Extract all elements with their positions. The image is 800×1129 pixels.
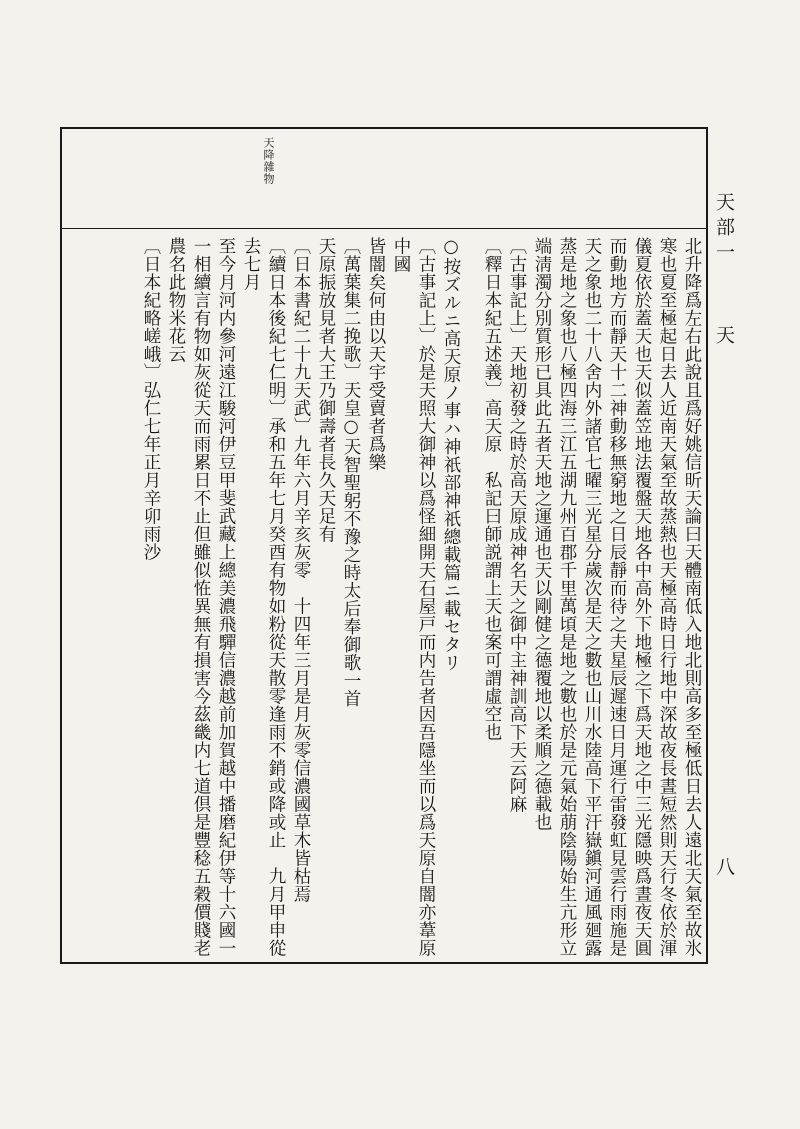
text-column: 農名此物米花云: [166, 237, 186, 363]
text-column: 北升降爲左右此說且爲好姚信昕天論曰天體南低入地北則高多至極低日去人遠北天氣至故氷: [682, 237, 702, 957]
text-column: 〔續日本後紀七仁明〕承和五年七月癸酉有物如粉從天散零逢雨不銷或降或止 九月甲申從去七月: [241, 237, 286, 957]
text-column: 〔日本紀略嵯峨〕弘仁七年正月辛卯雨沙: [141, 237, 161, 561]
text-column: 〔釋日本紀五述義〕高天原 私記曰師説謂上天也案可謂虛空也: [482, 237, 502, 741]
section-title: 天部一: [713, 192, 735, 267]
text-column: 〔萬葉集二挽歌〕天皇○天智聖躬不豫之時太后奉御歌一首: [341, 237, 361, 708]
page-number: 八: [713, 857, 735, 882]
text-column: 一相續言有物如灰從天而雨累日不止但雖似恠異無有損害今茲畿内七道倶是豐稔五穀價賤老: [191, 237, 211, 957]
text-column: 端淸濁分別質形已具此五者天地之運通也天以剛健之德覆地以柔順之德載也: [532, 237, 552, 831]
body-text: [74, 237, 704, 957]
text-column: 天之象也二十八舍内外諸官七曜三光星分歲次是天之數也山川水陸高下平汗嶽鎭河通風廻露: [582, 237, 602, 957]
text-column: 天原振放見者大王乃御壽者長久天足有: [316, 237, 336, 543]
text-column: 皆闇矣何由以天宇受賣者爲樂: [366, 237, 386, 471]
text-column: 寒也夏至極起日去人近南天氣至故蒸熱也天極高時日行地中深故夜長晝短然則天行冬依於渾: [657, 237, 677, 957]
text-column: ○按ズルニ高天原ノ事ハ神祇部神祇總載篇ニ載セタリ: [441, 237, 461, 672]
header-divider: [62, 228, 706, 229]
subsection-title: 天: [713, 325, 735, 350]
text-column: 而動地方而靜天十二神動移無窮地之日辰靜而待之夫星辰遲速日月運行雷發虹見雲行雨施是: [607, 237, 627, 957]
text-column: 〔日本書紀二十九天武〕九年六月辛亥灰零 十四年三月是月灰零信濃國草木皆枯焉: [291, 237, 311, 903]
text-column: 〔古事記上〕天地初發之時於高天原成神名天之御中主神訓高下天云阿麻: [507, 237, 527, 813]
text-column: 儀夏依於蓋天也天似蓋笠地法覆盤天地各中高外下地極之下爲天地之中三光隱映爲晝夜天圓: [632, 237, 652, 957]
header-label: 天降雜物: [262, 137, 275, 185]
page-frame: [60, 127, 708, 964]
text-column: 〔古事記上〕於是天照大御神以爲怪細開天石屋戸而内告者因吾隱坐而以爲天原自闇亦葦原中國: [391, 237, 436, 957]
text-column: 至今月河内參河遠江駿河伊豆甲斐武藏上總美濃飛驒信濃越前加賀越中播磨紀伊等十六國一: [216, 237, 236, 957]
text-column: 蒸是地之象也八極四海三江五湖九州百郡千里萬頃是地之數也於是元氣始萠陰陽始生亢形立: [557, 237, 577, 957]
